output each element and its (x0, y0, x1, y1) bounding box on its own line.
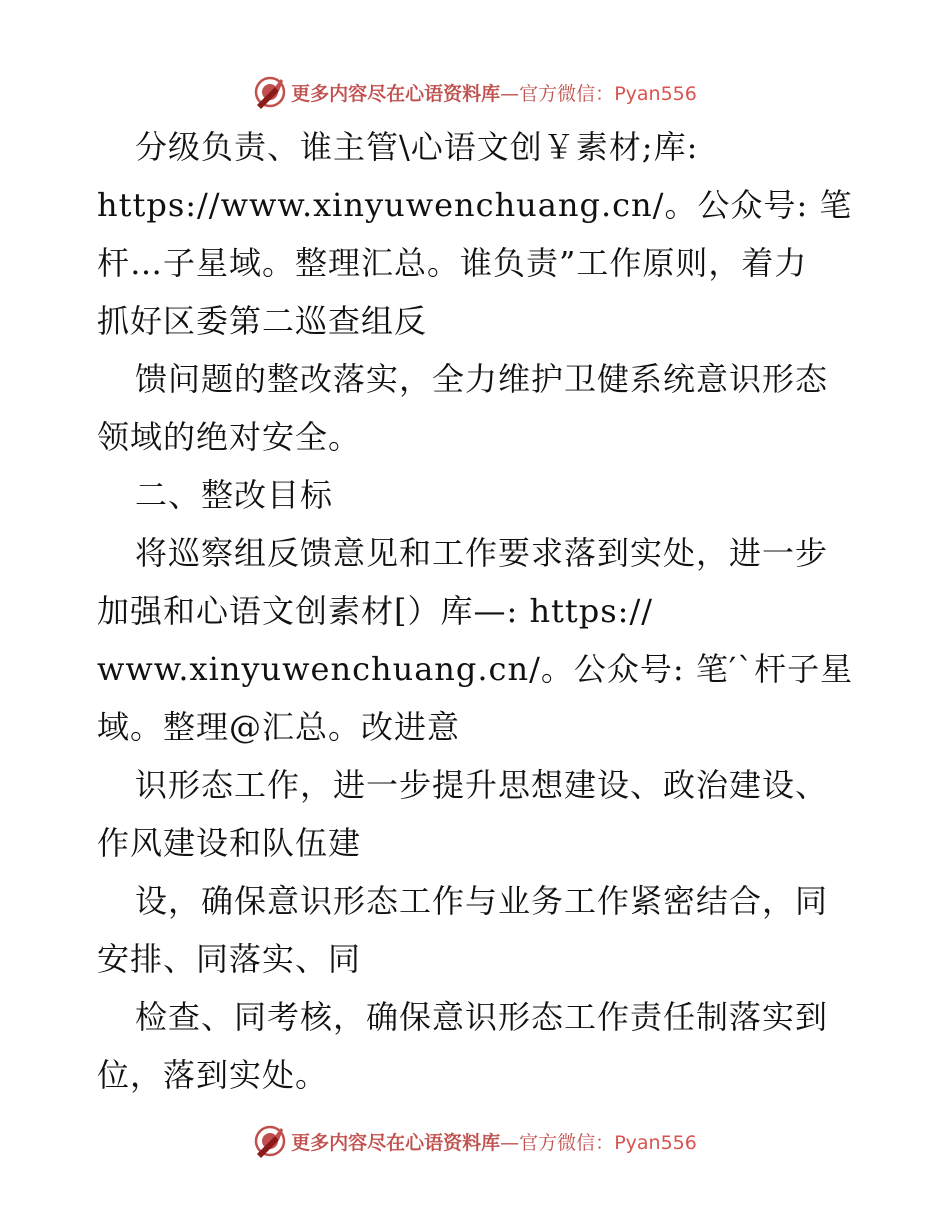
document-body (97, 118, 857, 1104)
banner-wechat-handle: Pyan556 (614, 1131, 697, 1154)
text-line: 加强和心语文创素材[）库—: https:// (97, 592, 654, 630)
banner-separator: — (500, 1131, 520, 1154)
banner-wechat-handle: Pyan556 (614, 82, 697, 105)
text-line: 作风建设和队伍建 (97, 824, 362, 862)
banner-main-text: 更多内容尽在心语资料库 (291, 1131, 501, 1154)
text-line: 设，确保意识形态工作与业务工作紧密结合，同 (135, 882, 829, 920)
banner-separator: — (500, 82, 520, 105)
text-line: 杆…子星域。整理汇总。谁负责”工作原则，着力 (97, 244, 808, 282)
banner-text (291, 79, 697, 106)
pen-logo-icon (253, 1124, 287, 1158)
banner-main-text: 更多内容尽在心语资料库 (291, 82, 501, 105)
banner-wechat-label: 官方微信： (519, 82, 615, 105)
pen-logo-icon (253, 75, 287, 109)
text-line: 馈问题的整改落实，全力维护卫健系统意识形态 (135, 360, 829, 398)
header-banner (0, 72, 950, 112)
text-line: 分级负责、谁主管\心语文创￥素材;库: (135, 128, 699, 166)
text-line: www.xinyuwenchuang.cn/。公众号: 笔′`杆子星 (97, 650, 854, 688)
text-line: 将巡察组反馈意见和工作要求落到实处，进一步 (135, 534, 829, 572)
text-line: 域。整理@汇总。改进意 (97, 708, 461, 746)
text-line: 位，落到实处。 (97, 1056, 329, 1094)
banner-text (291, 1128, 697, 1155)
text-line: 检查、同考核，确保意识形态工作责任制落实到 (135, 998, 829, 1036)
banner-wechat-label: 官方微信： (519, 1131, 615, 1154)
text-line: 领域的绝对安全。 (97, 418, 362, 456)
footer-banner (0, 1121, 950, 1161)
section-heading: 二、整改目标 (135, 476, 334, 514)
text-line: 抓好区委第二巡查组反 (97, 302, 428, 340)
text-line: https://www.xinyuwenchuang.cn/。公众号: 笔 (97, 186, 853, 224)
text-line: 安排、同落实、同 (97, 940, 362, 978)
text-line: 识形态工作，进一步提升思想建设、政治建设、 (135, 766, 829, 804)
